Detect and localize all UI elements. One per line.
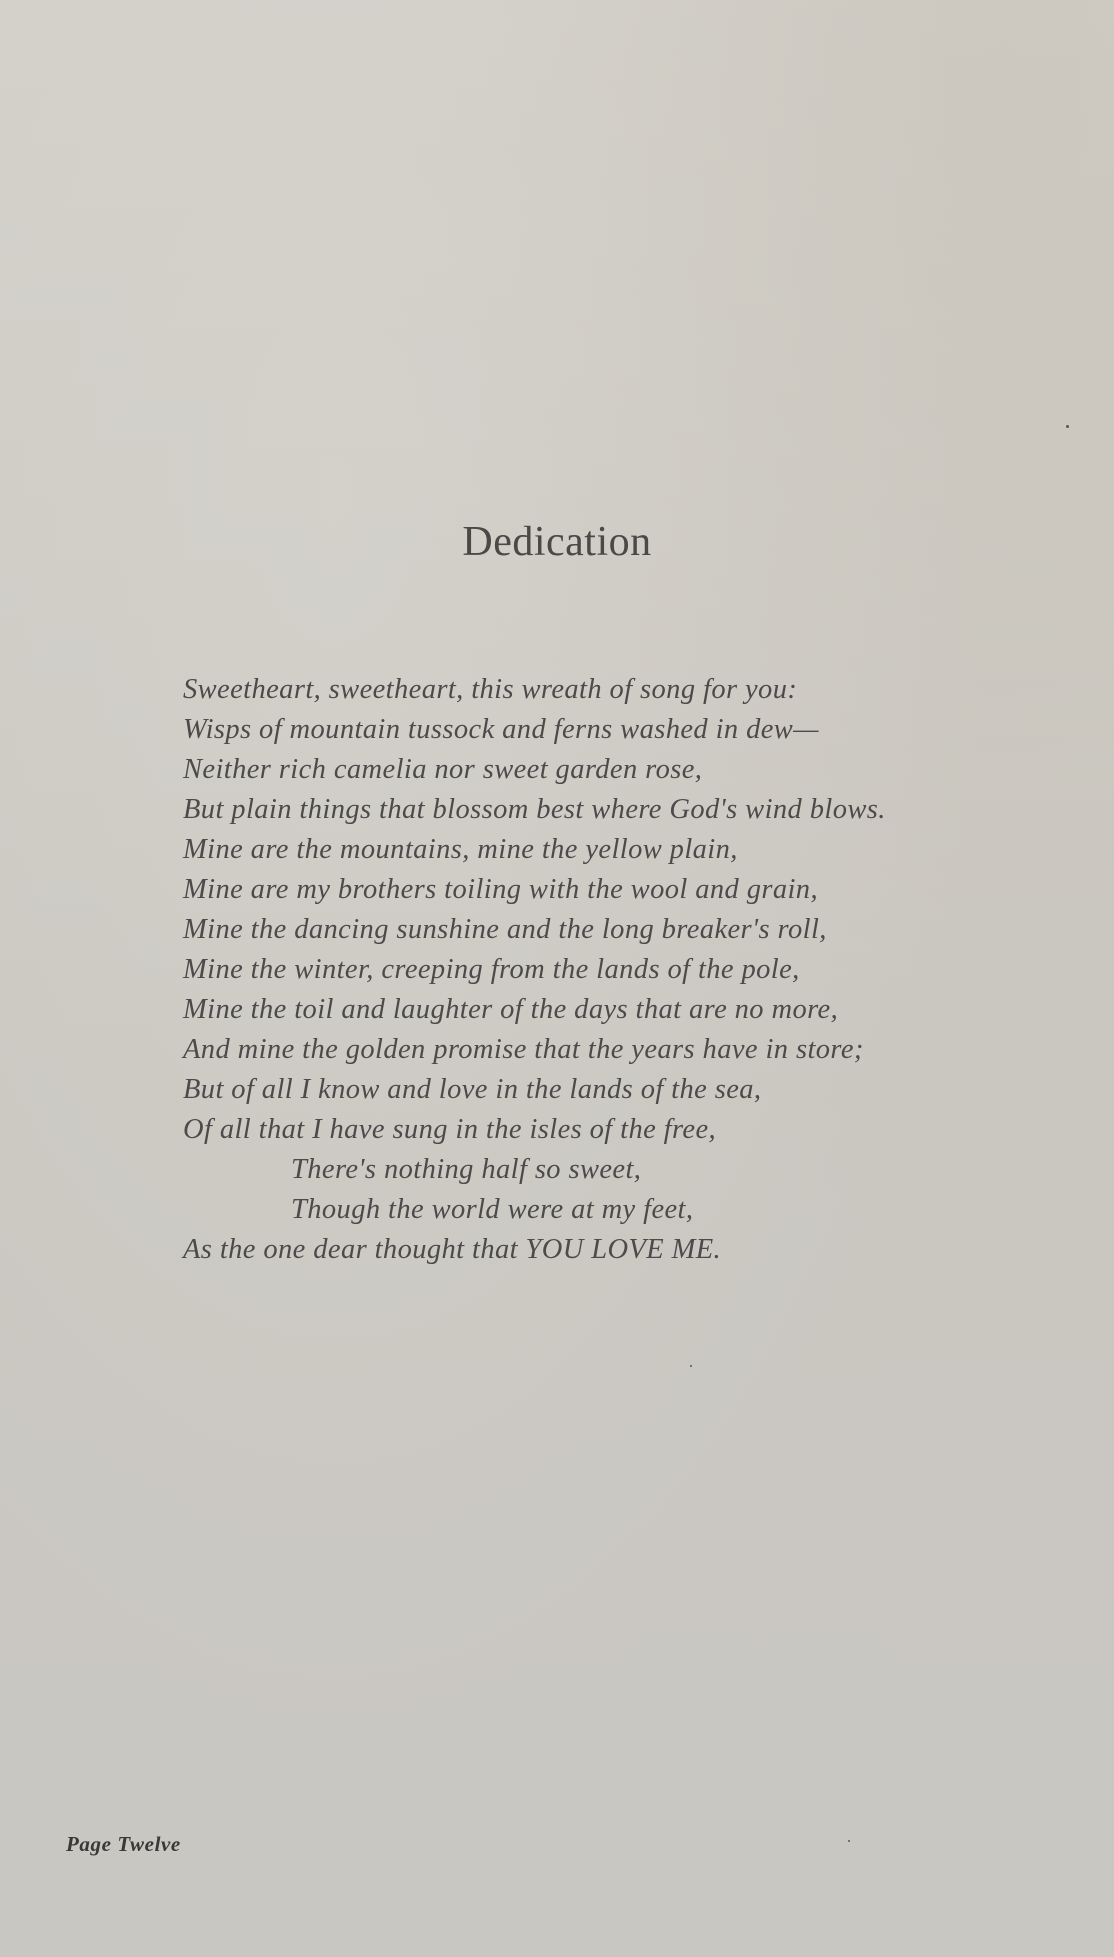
poem-line: And mine the golden promise that the years have in store; [183,1034,864,1065]
poem-line: But of all I know and love in the lands of the sea, [183,1074,762,1105]
poem-line: Wisps of mountain tussock and ferns washed in dew— [183,714,819,745]
poem [183,670,1063,1270]
poem-line: Mine the winter, creeping from the lands of the pole, [183,954,800,985]
page-number-label: Page Twelve [66,1832,181,1856]
poem-line: Mine are the mountains, mine the yellow plain, [183,834,738,865]
poem-line: Sweetheart, sweetheart, this wreath of song for you: [183,674,798,705]
paper-speck [848,1840,850,1842]
poem-line: Mine the toil and laughter of the days that are no more, [183,994,839,1025]
poem-line: Of all that I have sung in the isles of the free, [183,1114,717,1145]
paper-speck [690,1365,692,1367]
poem-line: Mine the dancing sunshine and the long breaker's roll, [183,914,827,945]
poem-line: Neither rich camelia nor sweet garden rose, [183,754,703,785]
poem-line-indented: Though the world were at my feet, [291,1194,694,1225]
poem-line: But plain things that blossom best where God's wind blows. [183,794,886,825]
page-title: Dedication [462,519,652,565]
poem-line: As the one dear thought that YOU LOVE ME. [183,1234,722,1265]
poem-line-indented: There's nothing half so sweet, [291,1154,642,1185]
paper-speck [1066,425,1069,428]
poem-line: Mine are my brothers toiling with the wool and grain, [183,874,818,905]
